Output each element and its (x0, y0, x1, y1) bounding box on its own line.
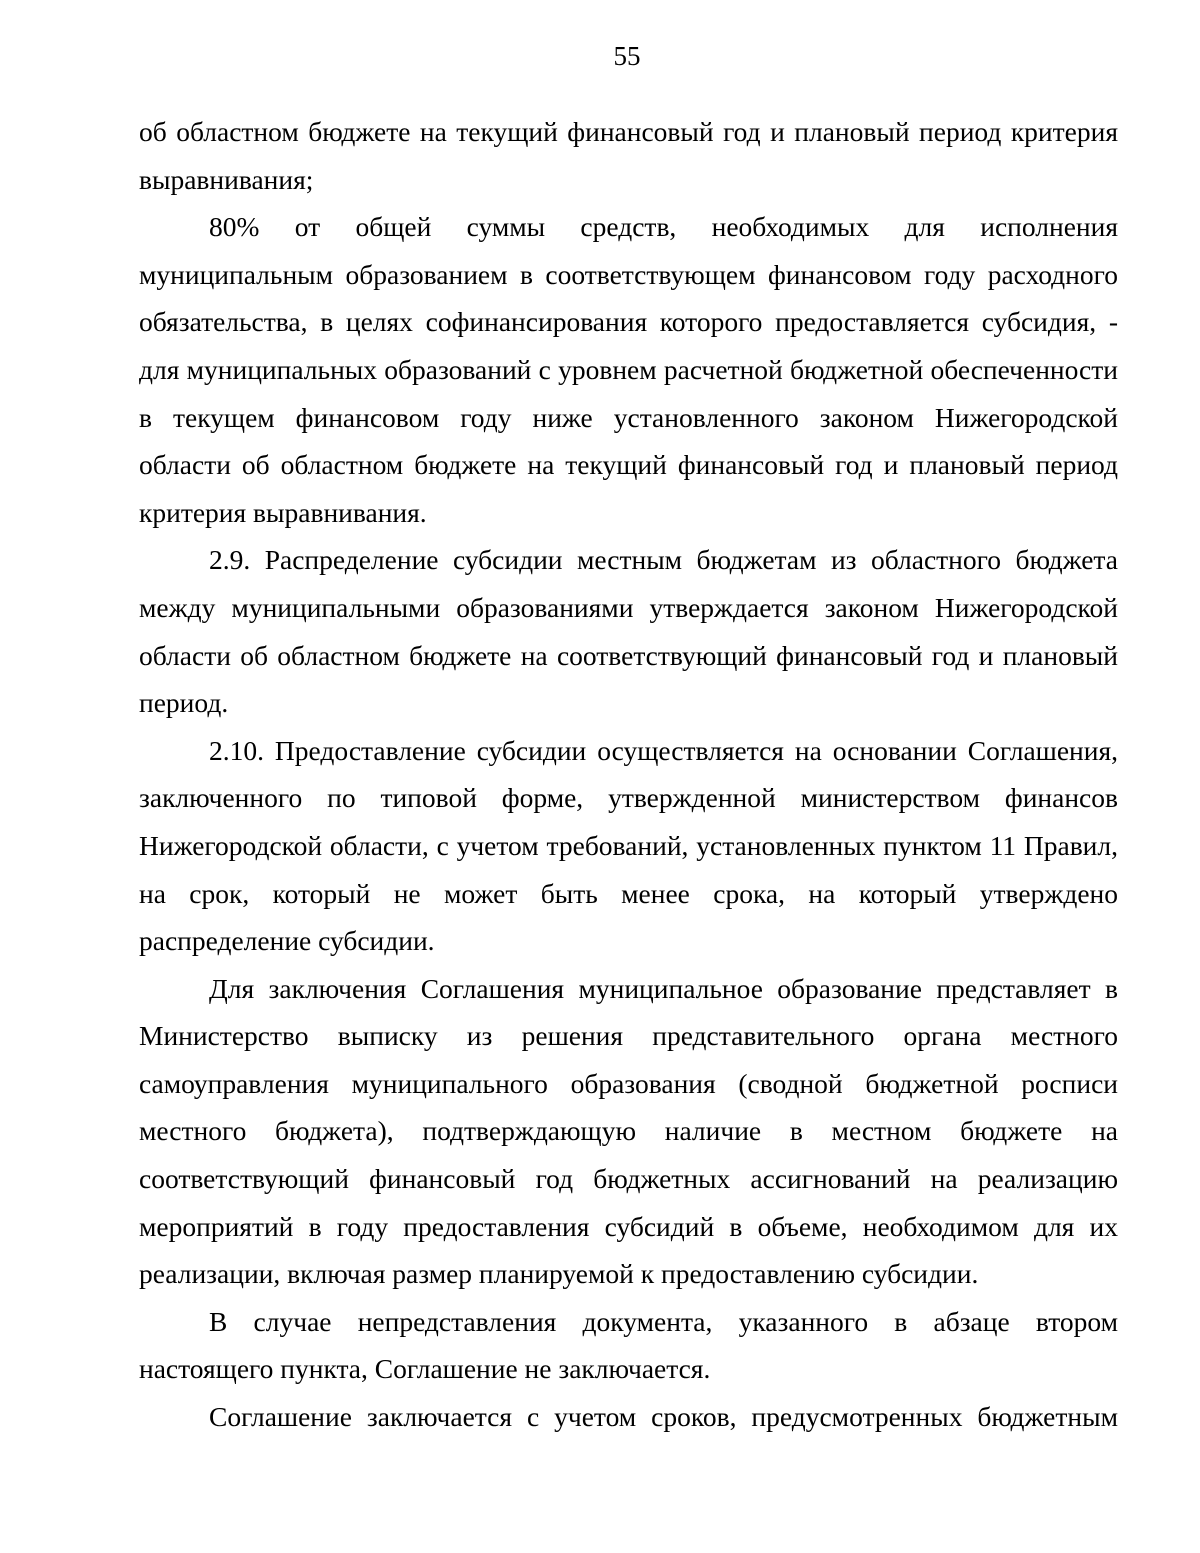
paragraph-2-10: 2.10. Предоставление субсидии осуществляется на основании Соглашения, заключенного по типовой форме, утвержденной министерством финансов Нижегородской области, с учетом требований, установленных пунктом 11 Правил, на срок, который не может быть менее срока, на который утверждено распределение субсидии. (139, 734, 1118, 957)
paragraph-continuation: об областном бюджете на текущий финансовый год и плановый период критерия выравнивания; (139, 116, 1118, 195)
paragraph-80-percent: 80% от общей суммы средств, необходимых для исполнения муниципальным образованием в соответствующем финансовом году расходного обязательства, в целях софинансирования которого предоставляется субсидия, - для муниципальных образований с уровнем расчетной бюджетной обеспеченности в текущем финансовом году ниже установленного законом Нижегородской области об областном бюджете на текущий финансовый год и плановый период критерия выравнивания. (139, 211, 1118, 528)
paragraph-non-submission: В случае непредставления документа, указанного в абзаце втором настоящего пункта, Соглашение не заключается. (139, 1305, 1118, 1385)
paragraph-agreement-terms: Соглашение заключается с учетом сроков, предусмотренных бюджетным (209, 1401, 1118, 1433)
paragraph-2-9: 2.9. Распределение субсидии местным бюджетам из областного бюджета между муниципальными образованиями утверждается законом Нижегородской области об областном бюджете на соответствующий финансовый год и плановый период. (139, 544, 1118, 719)
document-body (139, 108, 1118, 1441)
page-number: 55 (613, 41, 641, 71)
paragraph-agreement-conclusion: Для заключения Соглашения муниципальное образование представляет в Министерство выписку из решения представительного органа местного самоуправления муниципального образования (сводной бюджетной росписи местного бюджета), подтверждающую наличие в местном бюджете на соответствующий финансовый год бюджетных ассигнований на реализацию мероприятий в году предоставления субсидий в объеме, необходимом для их реализации, включая размер планируемой к предоставлению субсидии. (139, 972, 1118, 1290)
